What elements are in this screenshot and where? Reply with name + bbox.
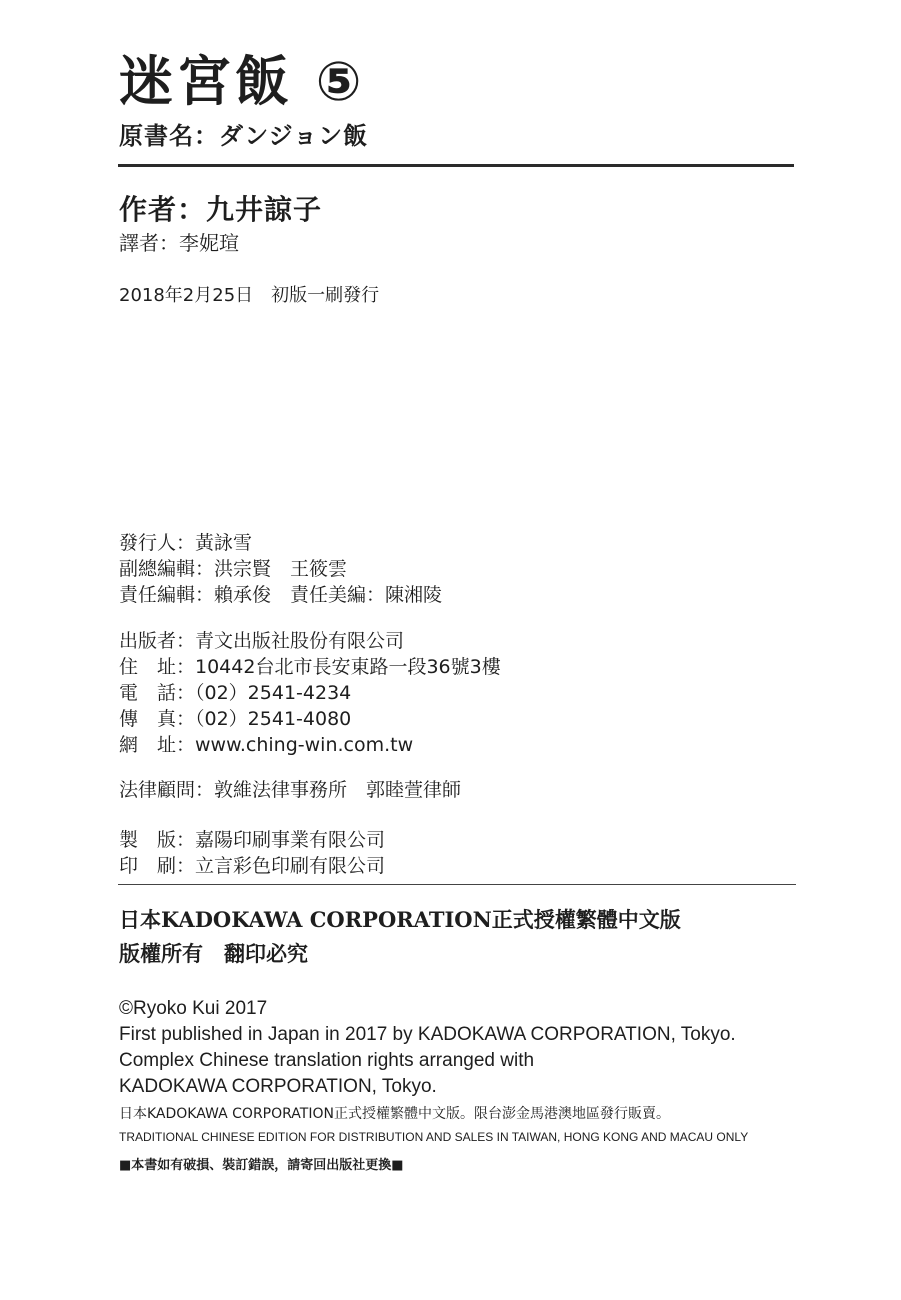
staff-line: 發行人：黃詠雪 xyxy=(119,532,253,554)
printing-divider xyxy=(118,884,796,885)
staff-line: 副總編輯：洪宗賢 王筱雲 xyxy=(119,558,348,580)
publisher-phone: 電 話：（02）2541-4234 xyxy=(119,682,352,704)
distribution-zh xyxy=(119,1104,670,1124)
copyright-line: KADOKAWA CORPORATION, Tokyo. xyxy=(119,1076,437,1097)
staff-line: 責任編輯：賴承俊 責任美編：陳湘陵 xyxy=(119,584,443,606)
distribution-zh-line: 日本KADOKAWA CORPORATION正式授權繁體中文版。限台澎金馬港澳地區發行販賣。 xyxy=(119,1106,670,1122)
header-divider xyxy=(118,164,794,167)
publisher-address: 住 址：10442台北市長安東路一段36號3樓 xyxy=(119,656,501,678)
staff-block xyxy=(119,530,442,608)
publication-date: 2018年2月25日 初版一刷發行 xyxy=(119,285,380,306)
legal-line: 法律顧問：敦維法律事務所 郭睦萱律師 xyxy=(119,779,462,801)
copyright-line: First published in Japan in 2017 by KADOKAWA CORPORATION, Tokyo. xyxy=(119,1024,736,1045)
rights-reserved: 版權所有 翻印必究 xyxy=(119,941,308,966)
distribution-en-line: TRADITIONAL CHINESE EDITION FOR DISTRIBUTION AND SALES IN TAIWAN, HONG KONG AND MACAU ONLY xyxy=(119,1130,749,1144)
license-block xyxy=(119,903,681,971)
publisher-fax: 傳 真：（02）2541-4080 xyxy=(119,708,352,730)
publisher-line: 出版者：青文出版社股份有限公司 xyxy=(119,630,405,652)
license-line: 日本KADOKAWA CORPORATION正式授權繁體中文版 xyxy=(119,907,681,932)
copyright-line: Complex Chinese translation rights arranged with xyxy=(119,1050,535,1071)
distribution-en xyxy=(119,1128,748,1146)
publisher-block xyxy=(119,628,501,758)
printer: 印 刷：立言彩色印刷有限公司 xyxy=(119,855,386,877)
copyright-block xyxy=(119,996,736,1100)
copyright-line: ©Ryoko Kui 2017 xyxy=(119,998,268,1019)
printing-block xyxy=(119,827,385,879)
author-credit: 作者：九井諒子 xyxy=(119,193,323,226)
translator-credit: 譯者：李妮瑄 xyxy=(119,231,239,255)
legal-advisor xyxy=(119,777,461,803)
publisher-website: 網 址：www.ching-win.com.tw xyxy=(119,734,414,756)
original-title: 原書名：ダンジョン飯 xyxy=(119,122,369,150)
damage-notice: ■本書如有破損、裝訂錯誤，請寄回出版社更換■ xyxy=(119,1158,404,1173)
book-title: 迷宮飯 ⑤ xyxy=(119,50,366,113)
plate-maker: 製 版：嘉陽印刷事業有限公司 xyxy=(119,829,386,851)
